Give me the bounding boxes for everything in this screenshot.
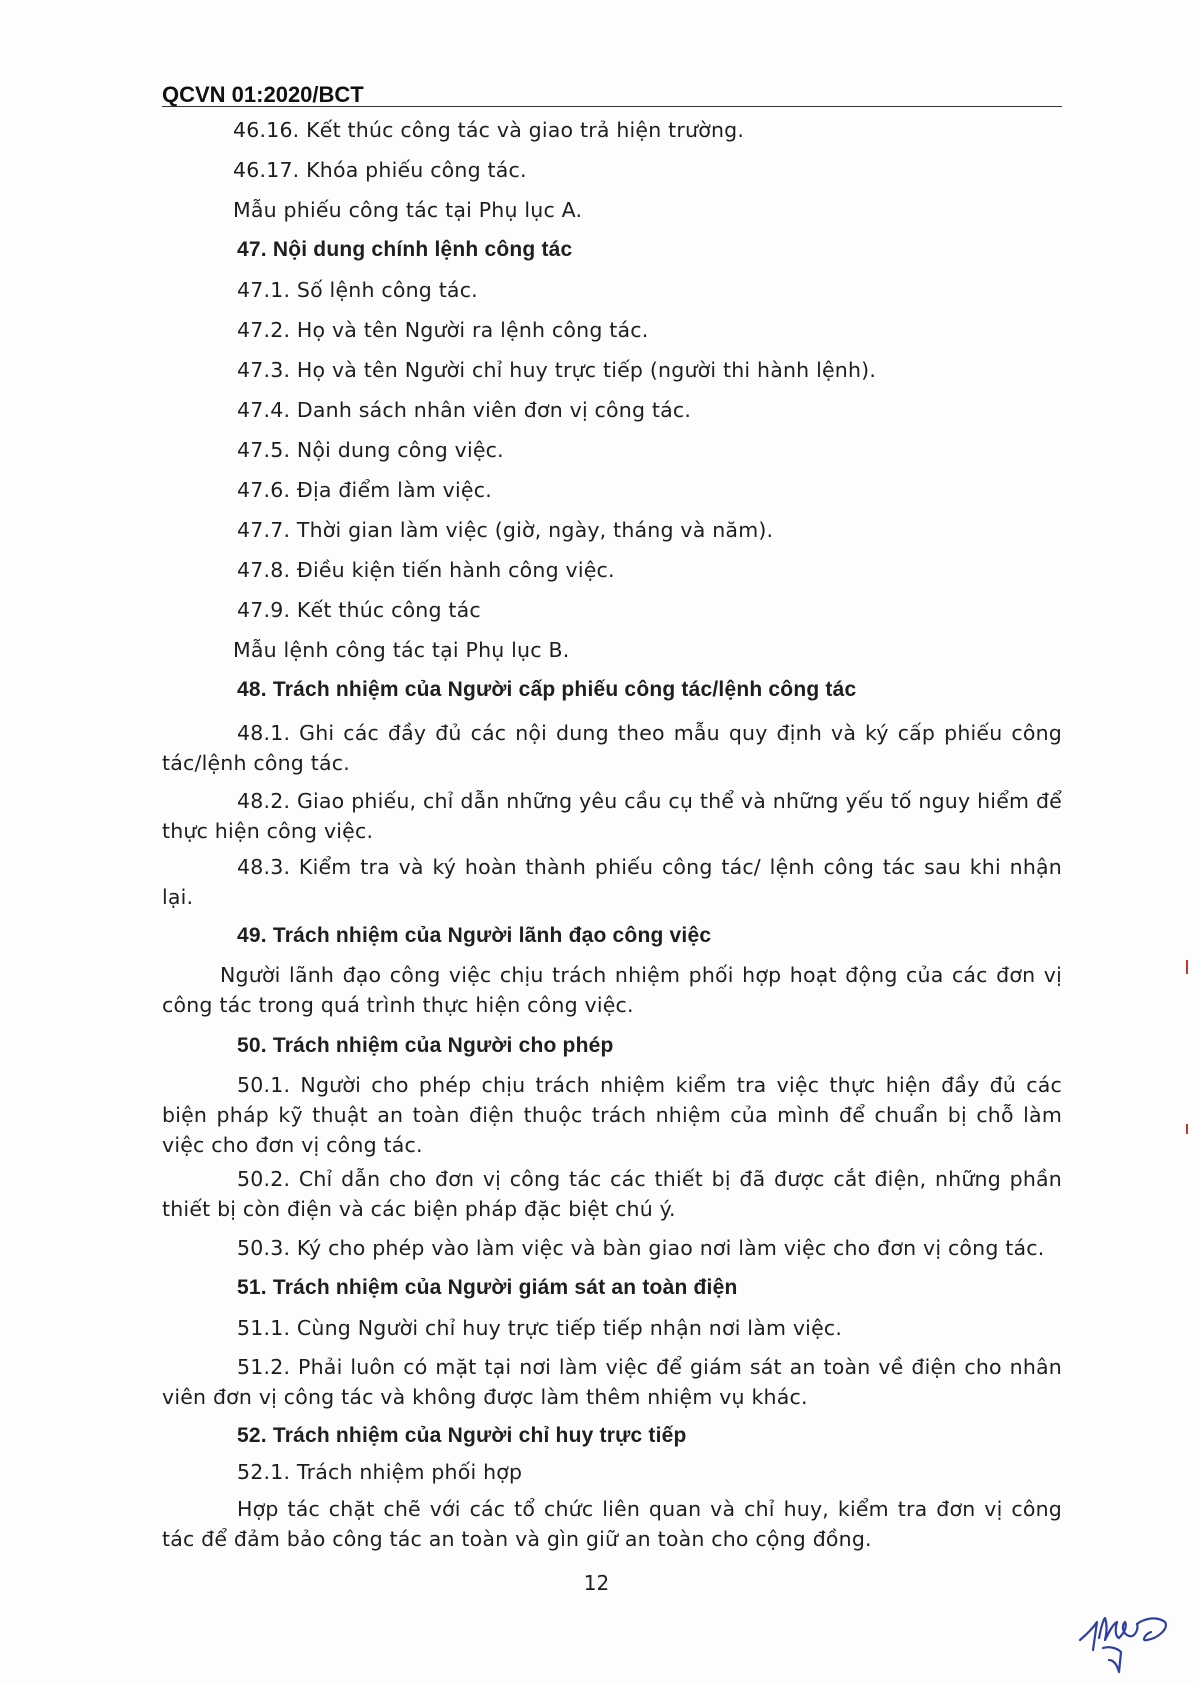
paragraph-52-1-body: Hợp tác chặt chẽ với các tổ chức liên quan và chỉ huy, kiểm tra đơn vị công tác để đảm bảo công tác an toàn và gìn giữ an toàn cho cộng đồng.	[162, 1497, 1062, 1551]
item-47-9: 47.9. Kết thúc công tác	[237, 598, 481, 622]
item-47-2: 47.2. Họ và tên Người ra lệnh công tác.	[237, 318, 649, 342]
paragraph-48-3: 48.3. Kiểm tra và ký hoàn thành phiếu công tác/ lệnh công tác sau khi nhận lại.	[162, 855, 1062, 909]
paragraph-49: Người lãnh đạo công việc chịu trách nhiệm phối hợp hoạt động của các đơn vị công tác trong quá trình thực hiện công việc.	[162, 963, 1062, 1017]
section-47-heading: 47. Nội dung chính lệnh công tác	[237, 238, 573, 261]
item-46-16: 46.16. Kết thúc công tác và giao trả hiện trường.	[233, 118, 745, 142]
item-47-4: 47.4. Danh sách nhân viên đơn vị công tác.	[237, 398, 692, 422]
item-47-1: 47.1. Số lệnh công tác.	[237, 278, 478, 302]
section-52-heading: 52. Trách nhiệm của Người chỉ huy trực tiếp	[237, 1424, 687, 1447]
item-47-6: 47.6. Địa điểm làm việc.	[237, 478, 492, 502]
item-50-3: 50.3. Ký cho phép vào làm việc và bàn giao nơi làm việc cho đơn vị công tác.	[237, 1236, 1045, 1260]
handwritten-signature-icon	[1075, 1598, 1175, 1682]
document-code-header: QCVN 01:2020/BCT	[162, 82, 364, 107]
page-edge-mark	[1186, 1124, 1188, 1134]
header-divider	[162, 106, 1062, 107]
item-52-1: 52.1. Trách nhiệm phối hợp	[237, 1460, 523, 1484]
paragraph-51-2: 51.2. Phải luôn có mặt tại nơi làm việc để giám sát an toàn về điện cho nhân viên đơn vị công tác và không được làm thêm nhiệm vụ khác.	[162, 1355, 1062, 1409]
appendix-a-note: Mẫu phiếu công tác tại Phụ lục A.	[233, 198, 583, 222]
item-47-8: 47.8. Điều kiện tiến hành công việc.	[237, 558, 615, 582]
page-number: 12	[583, 1571, 610, 1595]
paragraph-50-1: 50.1. Người cho phép chịu trách nhiệm kiểm tra việc thực hiện đầy đủ các biện pháp kỹ thuật an toàn điện thuộc trách nhiệm của mình để chuẩn bị chỗ làm việc cho đơn vị công tác.	[162, 1073, 1062, 1157]
paragraph-48-2: 48.2. Giao phiếu, chỉ dẫn những yêu cầu cụ thể và những yếu tố nguy hiểm để thực hiện công việc.	[162, 789, 1062, 843]
paragraph-48-1: 48.1. Ghi các đầy đủ các nội dung theo mẫu quy định và ký cấp phiếu công tác/lệnh công tác.	[162, 721, 1062, 775]
item-47-5: 47.5. Nội dung công việc.	[237, 438, 504, 462]
section-48-heading: 48. Trách nhiệm của Người cấp phiếu công tác/lệnh công tác	[237, 678, 857, 701]
appendix-b-note: Mẫu lệnh công tác tại Phụ lục B.	[233, 638, 570, 662]
section-50-heading: 50. Trách nhiệm của Người cho phép	[237, 1034, 614, 1057]
paragraph-50-2: 50.2. Chỉ dẫn cho đơn vị công tác các thiết bị đã được cắt điện, những phần thiết bị còn điện và các biện pháp đặc biệt chú ý.	[162, 1167, 1062, 1221]
item-46-17: 46.17. Khóa phiếu công tác.	[233, 158, 527, 182]
item-51-1: 51.1. Cùng Người chỉ huy trực tiếp tiếp nhận nơi làm việc.	[237, 1316, 843, 1340]
item-47-3: 47.3. Họ và tên Người chỉ huy trực tiếp (người thi hành lệnh).	[237, 358, 877, 382]
section-49-heading: 49. Trách nhiệm của Người lãnh đạo công việc	[237, 924, 712, 947]
page-edge-mark	[1186, 960, 1188, 974]
section-51-heading: 51. Trách nhiệm của Người giám sát an toàn điện	[237, 1276, 738, 1299]
item-47-7: 47.7. Thời gian làm việc (giờ, ngày, tháng và năm).	[237, 518, 774, 542]
